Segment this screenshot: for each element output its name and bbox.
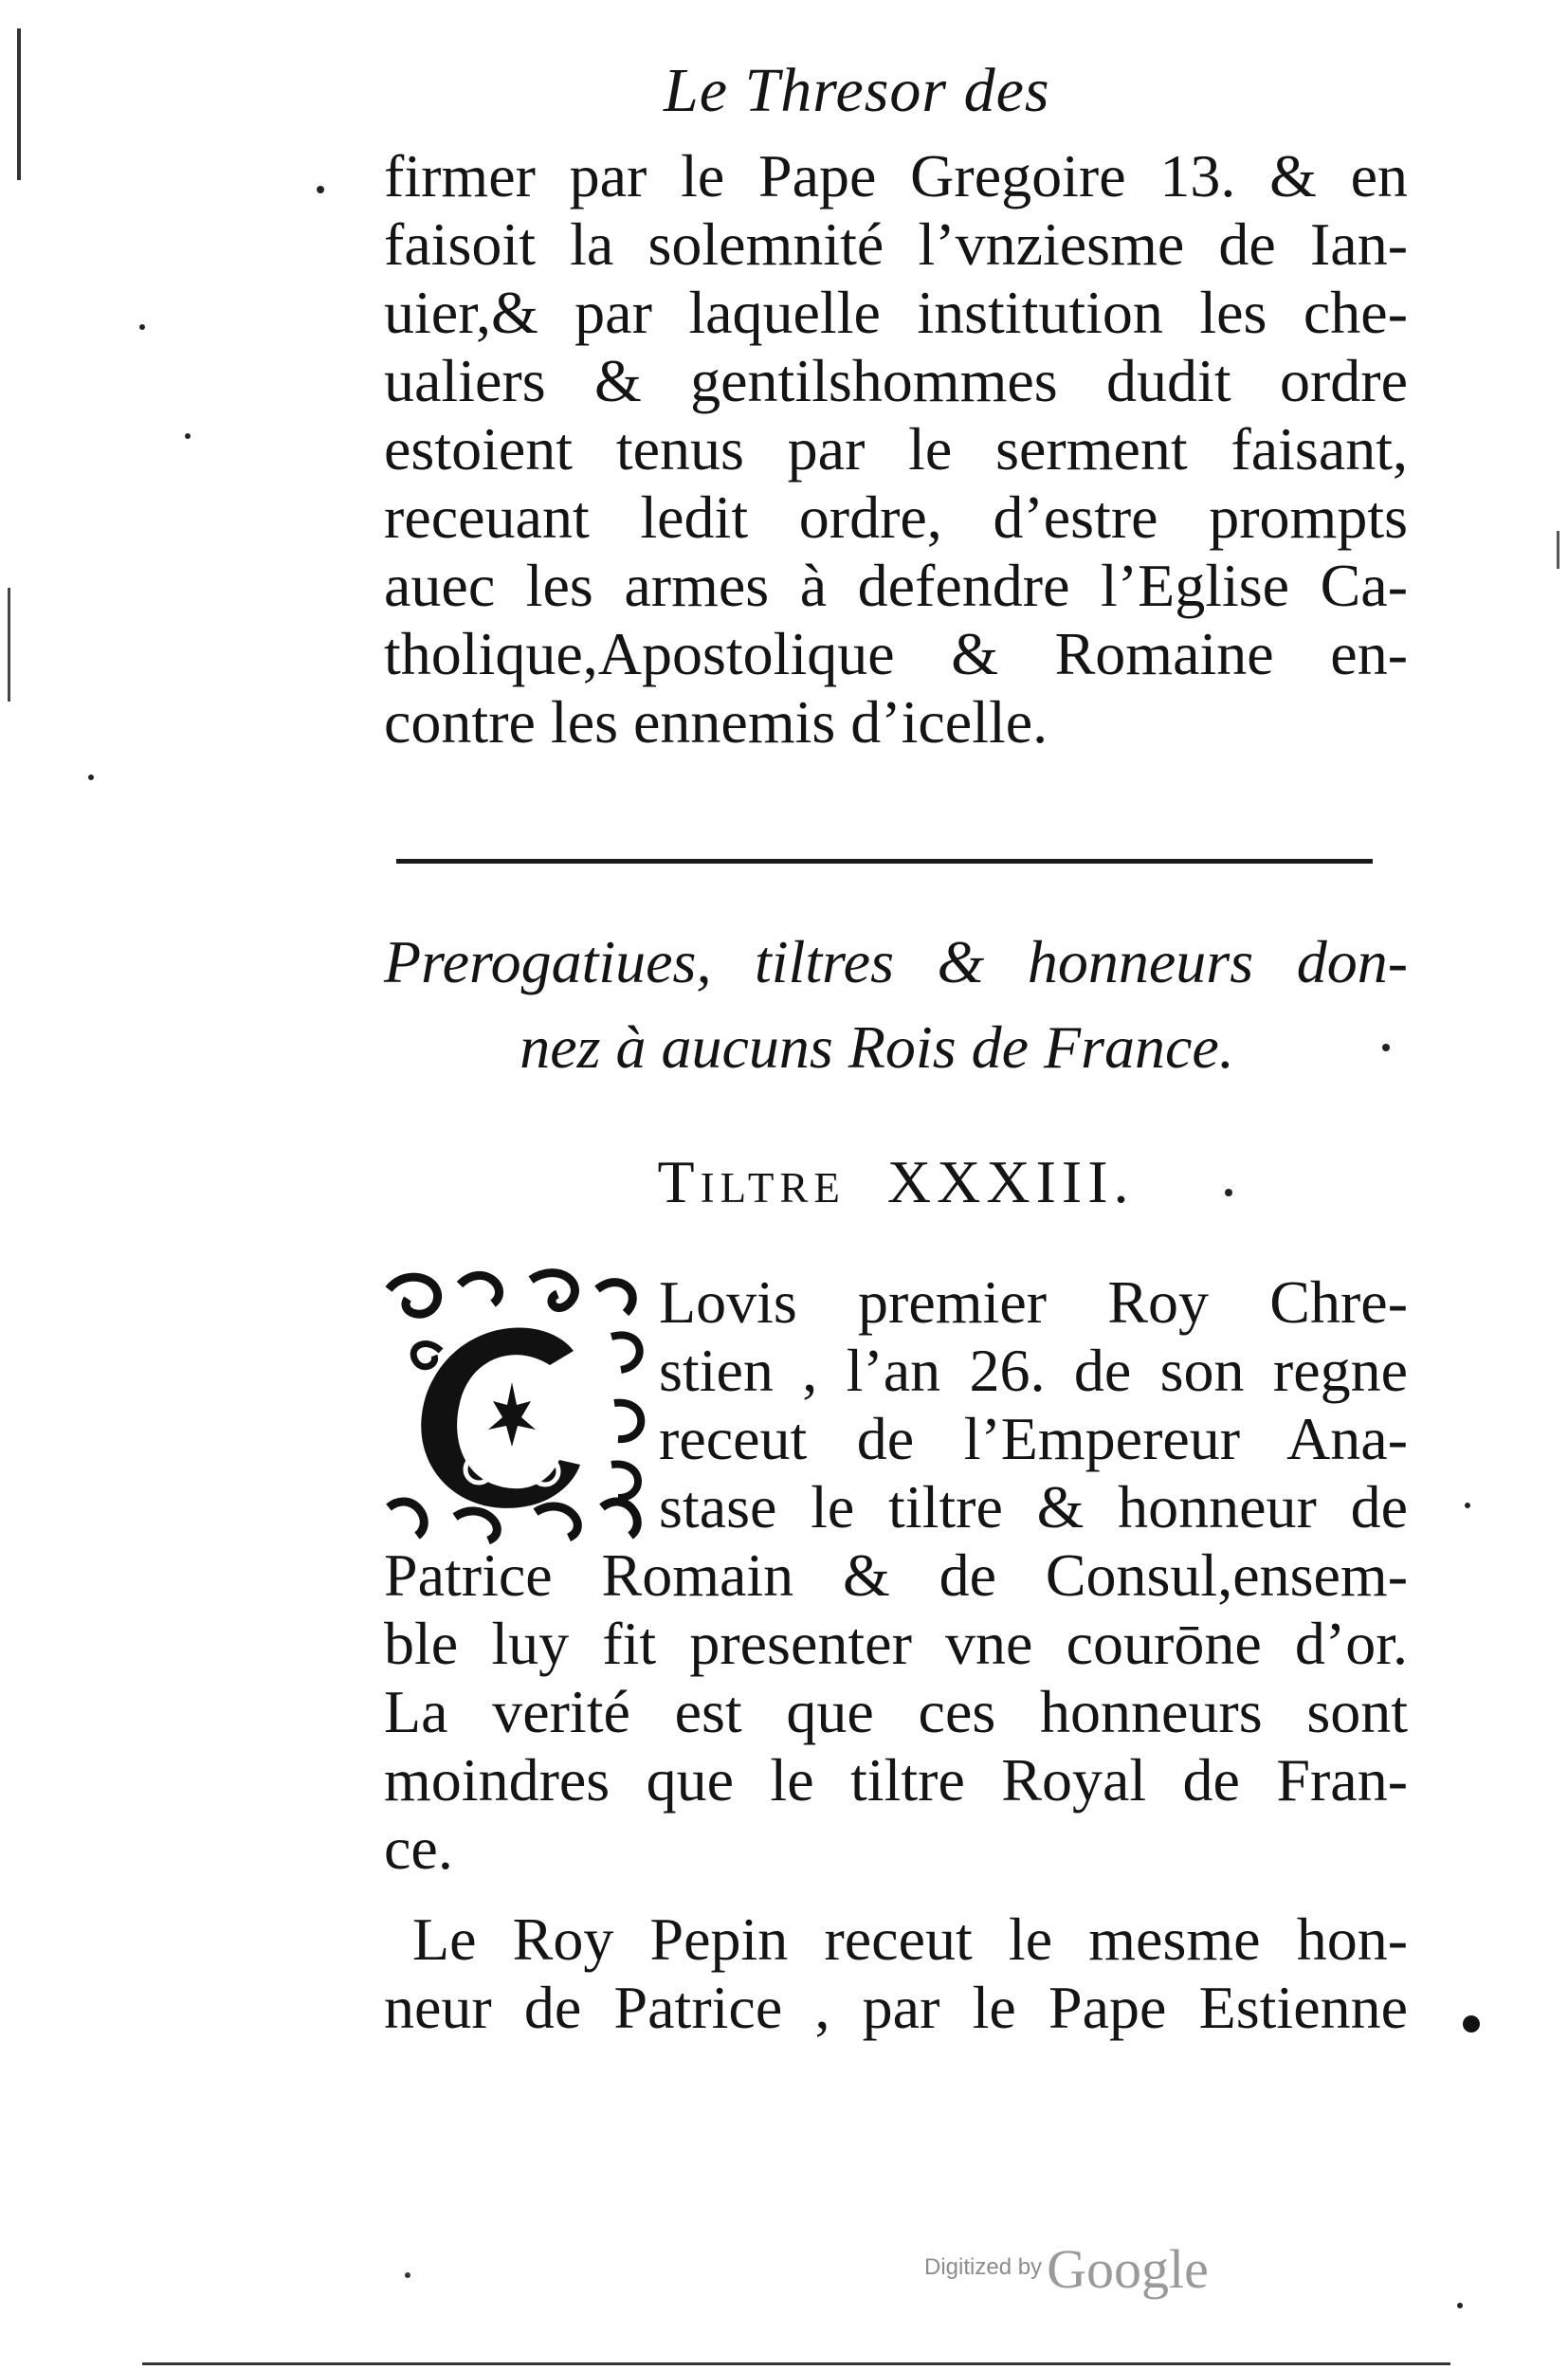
text-line: Patrice Romain & de Consul,ensem- (384, 1541, 1408, 1609)
text-line: firmer par le Pape Gregoire 13. & en (384, 142, 1408, 210)
text-line: La verité est que ces honneurs sont (384, 1678, 1408, 1745)
text-line: receut de l’Empereur Ana- (659, 1405, 1408, 1472)
title-number: XXXIII. (886, 1148, 1135, 1215)
text-line: faisoit la solemnité l’vnziesme de Ian- (384, 210, 1408, 278)
watermark-prefix: Digitized by (924, 2254, 1043, 2280)
text-line: tholique,Apostolique & Romaine en- (384, 620, 1408, 687)
title-number-label (384, 1147, 1408, 1217)
text-line: ualiers & gentilshommes dudit ordre (384, 347, 1408, 414)
paragraph-continuation (384, 1541, 1408, 1883)
text-line: Lovis premier Roy Chre- (659, 1268, 1408, 1336)
section-heading-line: Prerogatiues, tiltres & honneurs don- (384, 928, 1408, 995)
text-line: Le Roy Pepin receut le mesme hon- (412, 1905, 1408, 1973)
running-head: Le Thresor des (664, 56, 1050, 125)
text-line: ce. (384, 1814, 453, 1882)
section-heading-line: nez à aucuns Rois de France. (520, 1013, 1234, 1081)
text-line: stien , l’an 26. de son regne (659, 1337, 1408, 1404)
text-line: moindres que le tiltre Royal de Fran- (384, 1746, 1408, 1814)
text-line: estoient tenus par le serment faisant, (384, 415, 1408, 483)
text-line: neur de Patrice , par le Pape Estienne (384, 1974, 1408, 2041)
digitization-watermark (924, 2237, 1209, 2301)
text-line: contre les ennemis d’icelle. (384, 688, 1048, 756)
text-line: stase le tiltre & honneur de (659, 1473, 1408, 1540)
text-line: ble luy fit presenter vne courōne d’or. (384, 1610, 1408, 1677)
watermark-brand: Google (1047, 2238, 1209, 2300)
paragraph-beside-initial (659, 1268, 1408, 1541)
section-heading (384, 920, 1408, 1090)
text-line: receuant ledit ordre, d’estre prompts (384, 483, 1408, 551)
text-line: uier,& par laquelle institution les che- (384, 279, 1408, 346)
section-divider-rule (396, 859, 1373, 864)
text-line: auec les armes à defendre l’Eglise Ca- (384, 552, 1408, 619)
second-paragraph (384, 1905, 1408, 2042)
title-word: Tiltre (657, 1148, 846, 1215)
ornamental-initial-c-icon (370, 1261, 654, 1545)
continued-paragraph (384, 142, 1408, 757)
